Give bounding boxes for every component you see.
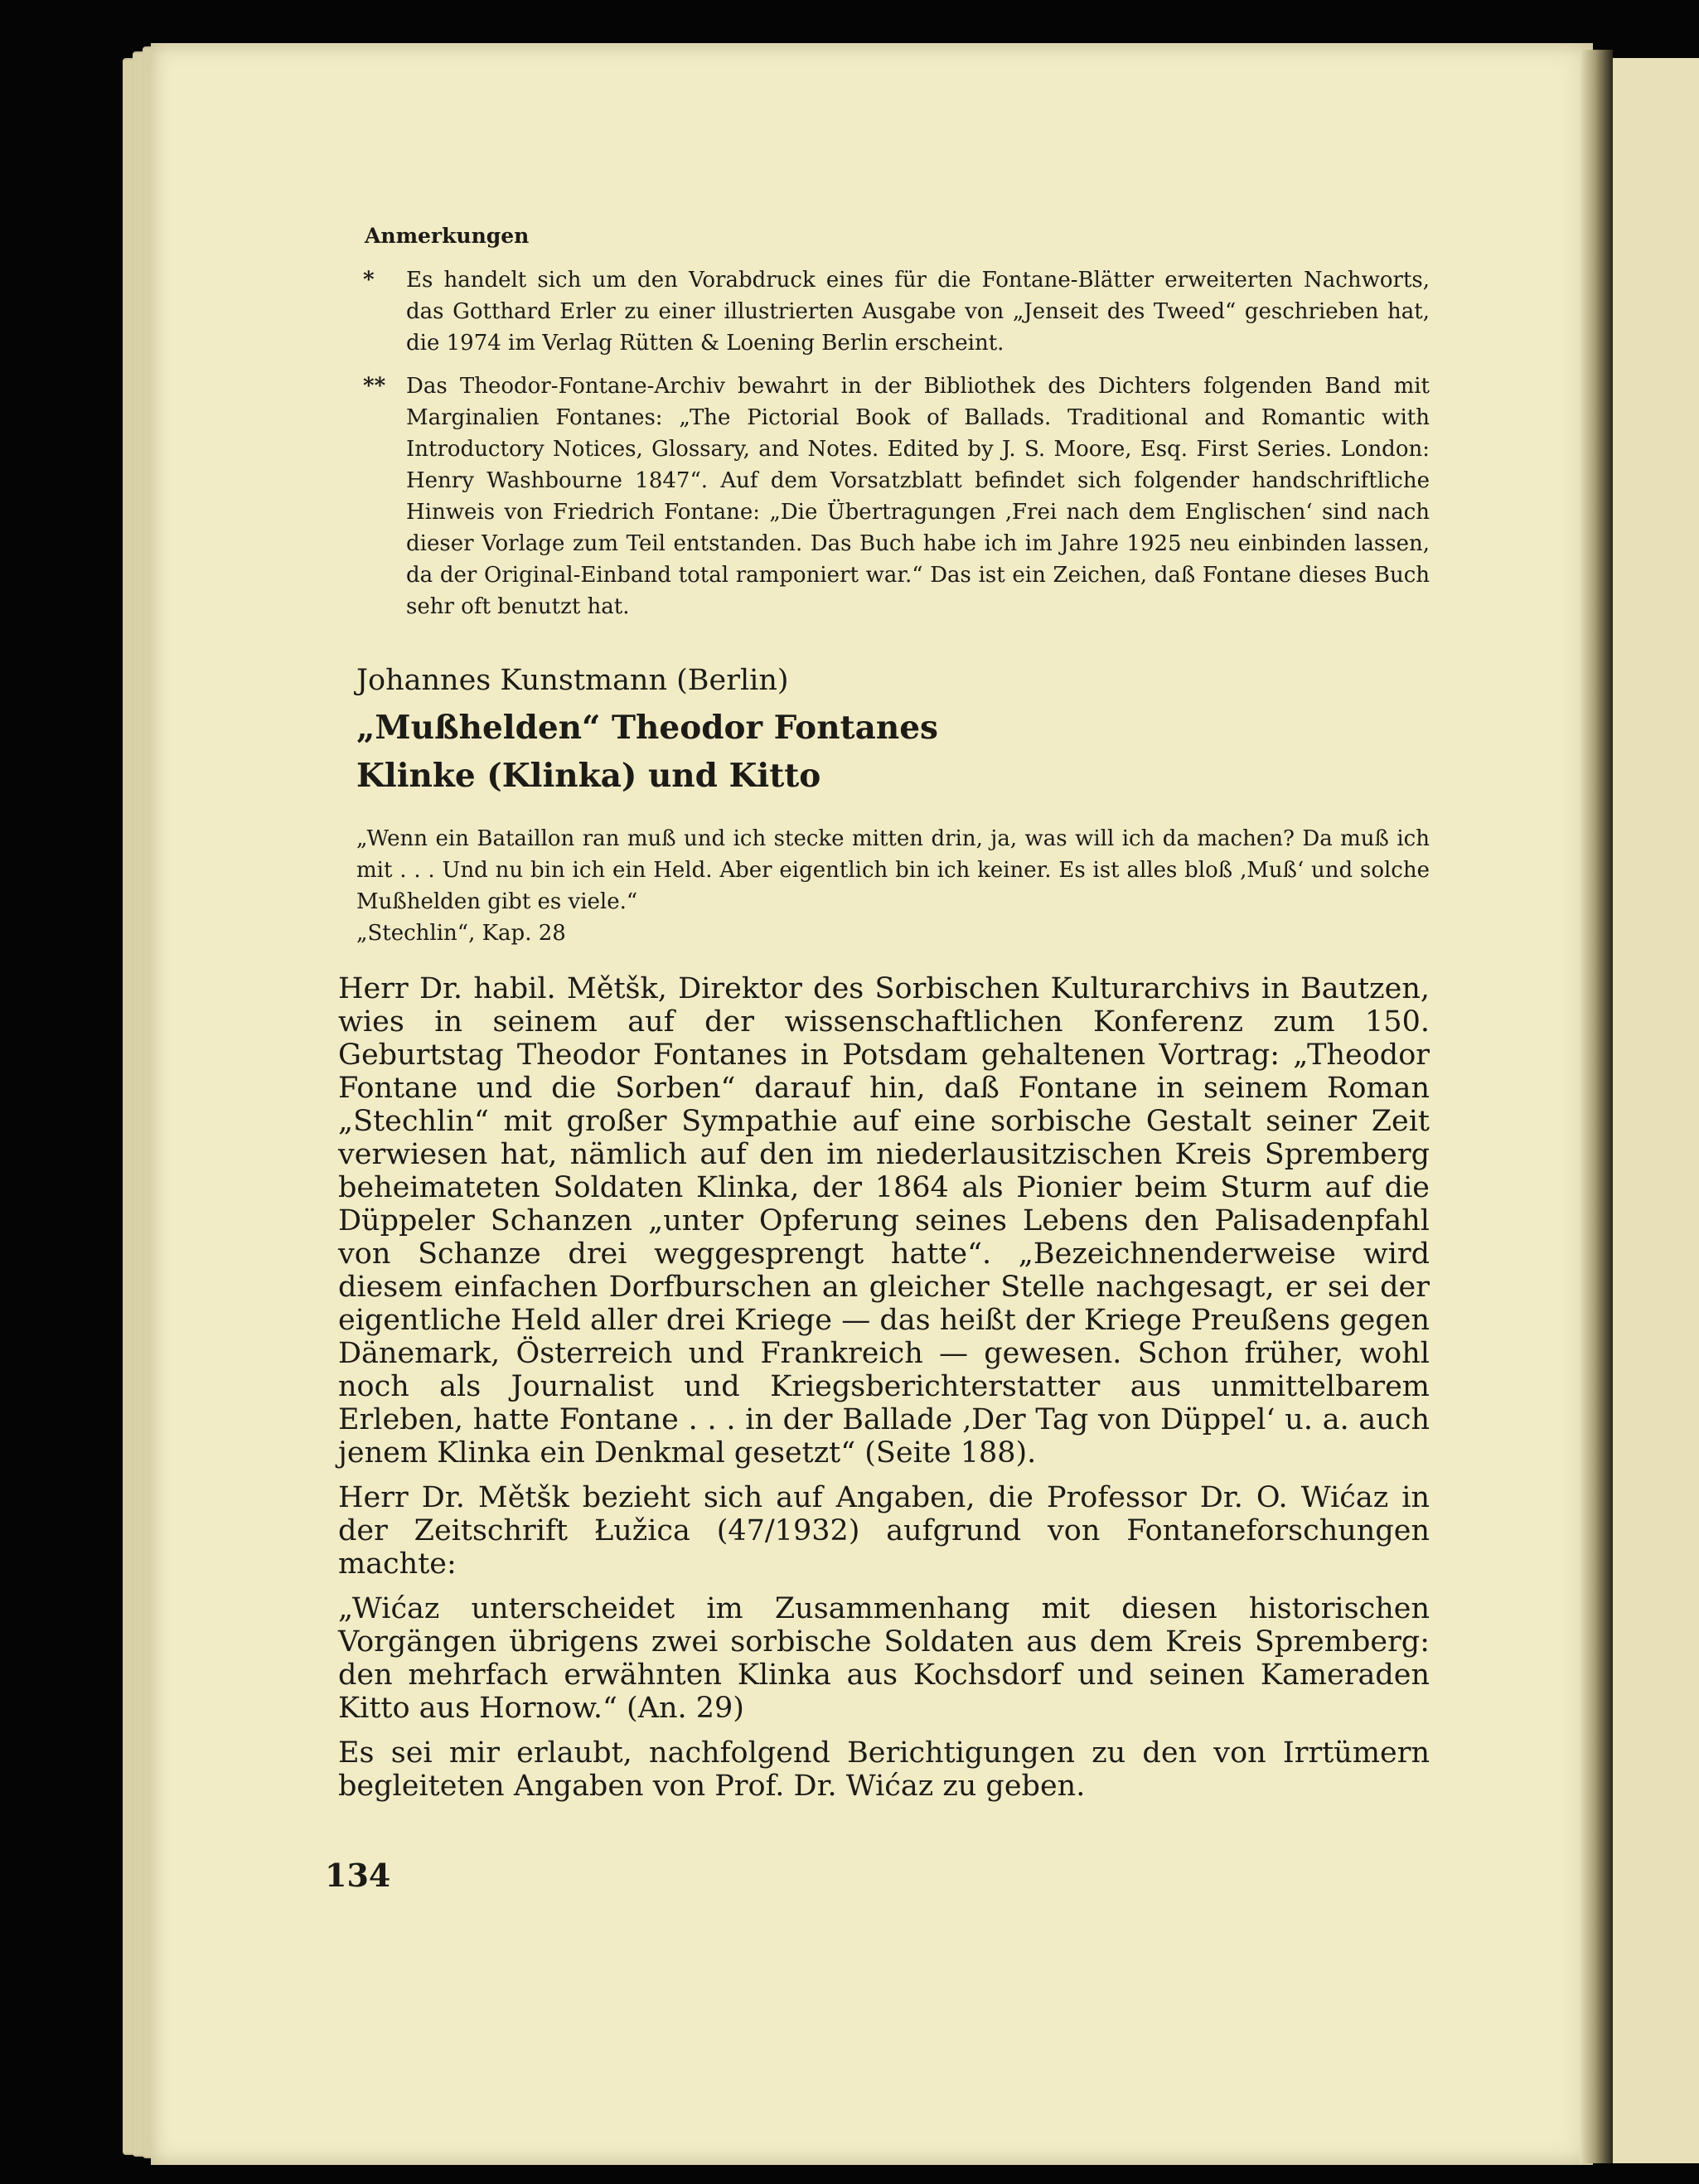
- footnote-text: Das Theodor-Fontane-Archiv bewahrt in der Bibliothek des Dichters folgenden Band mit Marginalien Fontanes: „The Pictorial Book of Ballads. Traditional and Romantic with Introductory Notices, Glossary, and Notes. Edited by J. S. Moore, Esq. First Series. London: Henry Washbourne 1847“. Auf dem Vorsatzblatt befindet sich folgender handschriftliche Hinweis von Friedrich Fontane: „Die Übertragungen ‚Frei nach dem Englischen‘ sind nach dieser Vorlage zum Teil entstanden. Das Buch habe ich im Jahre 1925 neu einbinden lassen, da der Original-Einband total ramponiert war.“ Das ist ein Zeichen, daß Fontane dieses Buch sehr oft benutzt hat.: [406, 374, 1430, 619]
- article-author: Johannes Kunstmann (Berlin): [356, 664, 789, 697]
- facing-page: [1613, 58, 1699, 2163]
- page-content: [332, 224, 1430, 1814]
- motto-source: „Stechlin“, Kap. 28: [356, 921, 566, 946]
- article-motto: [356, 823, 1430, 949]
- body-paragraph: Herr Dr. Mětšk bezieht sich auf Angaben, die Professor Dr. O. Wićaz in der Zeitschrift Łužica (47/1932) aufgrund von Fontaneforschungen machte:: [338, 1481, 1430, 1581]
- motto-quote: „Wenn ein Bataillon ran muß und ich stecke mitten drin, ja, was will ich da machen? Da muß ich mit . . . Und nu bin ich ein Held. Aber eigentlich bin ich keiner. Es ist alles bloß ‚Muß‘ und solche Mußhelden gibt es viele.“: [356, 826, 1430, 914]
- footnote-text: Es handelt sich um den Vorabdruck eines für die Fontane-Blätter erweiterten Nachworts, das Gotthard Erler zu einer illustrierten Ausgabe von „Jenseit des Tweed“ geschrieben hat, die 1974 im Verlag Rütten & Loening Berlin erscheint.: [406, 268, 1430, 356]
- footnotes-heading: Anmerkungen: [365, 224, 530, 248]
- article-title-line-1: „Mußhelden“ Theodor Fontanes: [356, 709, 938, 747]
- footnote-mark: **: [363, 374, 386, 399]
- body-paragraph: Herr Dr. habil. Mětšk, Direktor des Sorbischen Kulturarchivs in Bautzen, wies in seinem auf der wissenschaftlichen Konferenz zum 150. Geburtstag Theodor Fontanes in Potsdam gehaltenen Vortrag: „Theodor Fontane und die Sorben“ darauf hin, daß Fontane in seinem Roman „Stechlin“ mit großer Sympathie auf eine sorbische Gestalt seiner Zeit verwiesen hat, nämlich auf den im niederlausitzischen Kreis Spremberg beheimateten Soldaten Klinka, der 1864 als Pionier beim Sturm auf die Düppeler Schanzen „unter Opferung seines Lebens den Palisadenpfahl von Schanze drei weggesprengt hatte“. „Bezeichnenderweise wird diesem einfachen Dorfburschen an gleicher Stelle nachgesagt, er sei der eigentliche Held aller drei Kriege — das heißt der Kriege Preußens gegen Dänemark, Österreich und Frankreich — gewesen. Schon früher, wohl noch als Journalist und Kriegsberichterstatter aus unmittelbarem Erleben, hatte Fontane . . . in der Ballade ‚Der Tag von Düppel‘ u. a. auch jenem Klinka ein Denkmal gesetzt“ (Seite 188).: [338, 972, 1430, 1470]
- article-title-line-2: Klinke (Klinka) und Kitto: [356, 757, 821, 795]
- page-number: 134: [325, 1857, 391, 1894]
- article-body: [338, 972, 1430, 1803]
- footnote-mark: *: [363, 268, 375, 293]
- body-paragraph: Es sei mir erlaubt, nachfolgend Berichtigungen zu den von Irrtümern begleiteten Angaben von Prof. Dr. Wićaz zu geben.: [338, 1736, 1430, 1803]
- footnote: [332, 264, 1430, 359]
- footnote: [332, 370, 1430, 622]
- body-paragraph: „Wićaz unterscheidet im Zusammenhang mit diesen historischen Vorgängen übrigens zwei sorbische Soldaten aus dem Kreis Spremberg: den mehrfach erwähnten Klinka aus Kochsdorf und seinen Kameraden Kitto aus Hornow.“ (An. 29): [338, 1592, 1430, 1725]
- book-gutter: [1580, 50, 1613, 2163]
